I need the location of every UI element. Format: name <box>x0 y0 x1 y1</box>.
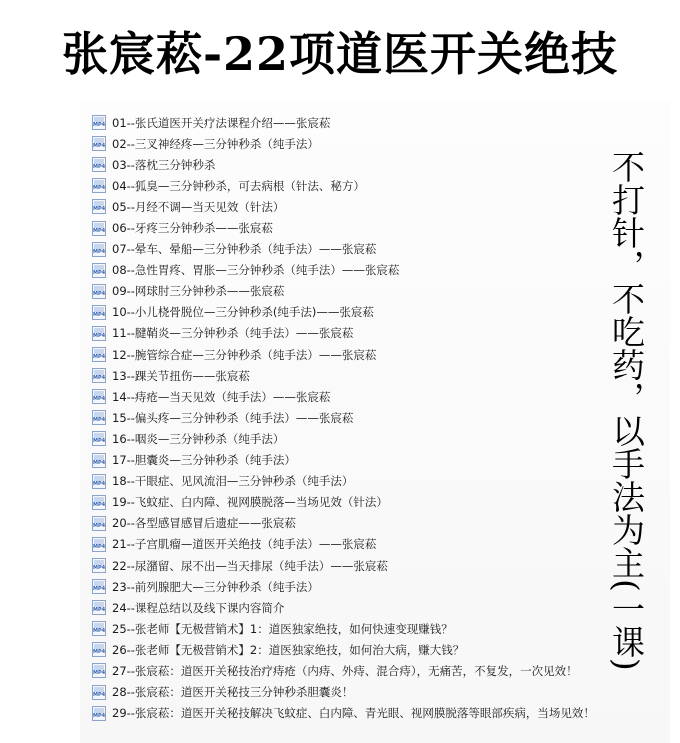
file-row[interactable] <box>92 133 652 154</box>
file-name: 15--偏头疼—三分钟秒杀（纯手法）——张宸菘 <box>112 410 354 425</box>
file-row[interactable] <box>92 302 652 323</box>
file-row[interactable] <box>92 239 652 260</box>
mp4-file-icon-label: MP4 <box>93 227 106 234</box>
mp4-file-icon-label: MP4 <box>93 607 106 614</box>
mp4-file-icon-label: MP4 <box>93 375 106 382</box>
mp4-file-icon-label: MP4 <box>93 670 106 677</box>
file-name: 19--飞蚊症、白内障、视网膜脱落—当场见效（针法） <box>112 495 388 510</box>
file-row[interactable] <box>92 260 652 281</box>
mp4-file-icon <box>92 537 106 552</box>
file-name: 20--各型感冒感冒后遗症——张宸菘 <box>112 516 296 531</box>
file-name: 03--落枕三分钟秒杀 <box>112 157 216 172</box>
file-row[interactable] <box>92 618 652 639</box>
file-name: 24--课程总结以及线下课内容简介 <box>112 600 285 615</box>
file-row[interactable] <box>92 344 652 365</box>
slogan-vertical: 不打针，不吃药，以手法为主(一课) <box>607 149 646 671</box>
file-name: 23--前列腺肥大—三分钟秒杀（纯手法） <box>112 579 319 594</box>
mp4-file-icon-label: MP4 <box>93 185 106 192</box>
mp4-file-icon <box>92 600 106 615</box>
file-name: 27--张宸菘：道医开关秘技治疗痔疮（内痔、外痔、混合痔），无痛苦，不复发，一次见效！ <box>112 663 578 678</box>
file-row[interactable] <box>92 703 652 724</box>
file-name: 07--晕车、晕船—三分钟秒杀（纯手法）——张宸菘 <box>112 242 377 257</box>
file-name: 01--张氏道医开关疗法课程介绍——张宸菘 <box>112 115 331 130</box>
mp4-file-icon <box>92 642 106 657</box>
file-row[interactable] <box>92 365 652 386</box>
mp4-file-icon-label: MP4 <box>93 143 106 150</box>
mp4-file-icon-label: MP4 <box>93 396 106 403</box>
file-name: 05--月经不调—当天见效（针法） <box>112 199 285 214</box>
mp4-file-icon-label: MP4 <box>93 206 106 213</box>
file-row[interactable] <box>92 217 652 238</box>
file-name: 04--狐臭—三分钟秒杀，可去病根（针法、秘方） <box>112 178 365 193</box>
file-list <box>92 112 652 724</box>
file-name: 06--牙疼三分钟秒杀——张宸菘 <box>112 221 273 236</box>
file-row[interactable] <box>92 175 652 196</box>
mp4-file-icon-label: MP4 <box>93 712 106 719</box>
mp4-file-icon-label: MP4 <box>93 522 106 529</box>
mp4-file-icon <box>92 347 106 362</box>
file-row[interactable] <box>92 555 652 576</box>
file-row[interactable] <box>92 471 652 492</box>
mp4-file-icon <box>92 516 106 531</box>
mp4-file-icon <box>92 263 106 278</box>
mp4-file-icon <box>92 663 106 678</box>
file-name: 17--胆囊炎—三分钟秒杀（纯手法） <box>112 453 296 468</box>
mp4-file-icon-label: MP4 <box>93 164 106 171</box>
file-name: 02--三叉神经疼—三分钟秒杀（纯手法） <box>112 136 319 151</box>
file-name: 11--腱鞘炎—三分钟秒杀（纯手法）——张宸菘 <box>112 326 354 341</box>
mp4-file-icon <box>92 579 106 594</box>
file-row[interactable] <box>92 534 652 555</box>
file-name: 12--腕管综合症—三分钟秒杀（纯手法）——张宸菘 <box>112 347 377 362</box>
mp4-file-icon <box>92 431 106 446</box>
mp4-file-icon-label: MP4 <box>93 417 106 424</box>
file-row[interactable] <box>92 428 652 449</box>
file-name: 26--张老师【无极营销术】2：道医独家绝技，如何治大病，赚大钱？ <box>112 642 465 657</box>
mp4-file-icon-label: MP4 <box>93 586 106 593</box>
mp4-file-icon <box>92 326 106 341</box>
mp4-file-icon <box>92 157 106 172</box>
mp4-file-icon-label: MP4 <box>93 628 106 635</box>
file-row[interactable] <box>92 323 652 344</box>
file-name: 16--咽炎—三分钟秒杀（纯手法） <box>112 431 285 446</box>
file-name: 10--小儿桡骨脱位—三分钟秒杀(纯手法)——张宸菘 <box>112 305 374 320</box>
mp4-file-icon-label: MP4 <box>93 438 106 445</box>
mp4-file-icon-label: MP4 <box>93 543 106 550</box>
file-row[interactable] <box>92 407 652 428</box>
mp4-file-icon-label: MP4 <box>93 122 106 129</box>
mp4-file-icon <box>92 284 106 299</box>
file-row[interactable] <box>92 386 652 407</box>
file-name: 29--张宸菘：道医开关秘技解决飞蚊症、白内障、青光眼、视网膜脱落等眼部疾病，当场见效！ <box>112 706 595 721</box>
mp4-file-icon <box>92 685 106 700</box>
mp4-file-icon-label: MP4 <box>93 332 106 339</box>
mp4-file-icon <box>92 305 106 320</box>
mp4-file-icon <box>92 495 106 510</box>
file-row[interactable] <box>92 513 652 534</box>
mp4-file-icon-label: MP4 <box>93 480 106 487</box>
file-row[interactable] <box>92 112 652 133</box>
file-name: 28--张宸菘：道医开关秘技三分钟秒杀胆囊炎！ <box>112 685 354 700</box>
mp4-file-icon-label: MP4 <box>93 248 106 255</box>
mp4-file-icon <box>92 410 106 425</box>
file-row[interactable] <box>92 639 652 660</box>
mp4-file-icon-label: MP4 <box>93 691 106 698</box>
mp4-file-icon-label: MP4 <box>93 311 106 318</box>
file-name: 09--网球肘三分钟秒杀——张宸菘 <box>112 284 285 299</box>
file-name: 08--急性胃疼、胃胀—三分钟秒杀（纯手法）——张宸菘 <box>112 263 400 278</box>
mp4-file-icon <box>92 474 106 489</box>
file-name: 22--尿潴留、尿不出—当天排尿（纯手法）——张宸菘 <box>112 558 388 573</box>
file-name: 25--张老师【无极营销术】1：道医独家绝技，如何快速变现赚钱？ <box>112 621 453 636</box>
mp4-file-icon <box>92 368 106 383</box>
mp4-file-icon-label: MP4 <box>93 269 106 276</box>
mp4-file-icon-label: MP4 <box>93 354 106 361</box>
mp4-file-icon <box>92 242 106 257</box>
mp4-file-icon-label: MP4 <box>93 649 106 656</box>
page-title: 张宸菘-22项道医开关绝技 <box>61 27 619 81</box>
file-name: 21--子宫肌瘤—道医开关绝技（纯手法）——张宸菘 <box>112 537 377 552</box>
file-row[interactable] <box>92 682 652 703</box>
mp4-file-icon <box>92 221 106 236</box>
file-row[interactable] <box>92 660 652 681</box>
mp4-file-icon <box>92 115 106 130</box>
file-name: 13--踝关节扭伤——张宸菘 <box>112 368 250 383</box>
mp4-file-icon <box>92 558 106 573</box>
file-row[interactable] <box>92 281 652 302</box>
mp4-file-icon-label: MP4 <box>93 501 106 508</box>
file-row[interactable] <box>92 492 652 513</box>
mp4-file-icon <box>92 453 106 468</box>
mp4-file-icon-label: MP4 <box>93 290 106 297</box>
file-row[interactable] <box>92 196 652 217</box>
file-row[interactable] <box>92 597 652 618</box>
mp4-file-icon-label: MP4 <box>93 459 106 466</box>
file-name: 14--痔疮—当天见效（纯手法）——张宸菘 <box>112 389 331 404</box>
mp4-file-icon <box>92 199 106 214</box>
mp4-file-icon <box>92 706 106 721</box>
file-row[interactable] <box>92 576 652 597</box>
file-row[interactable] <box>92 450 652 471</box>
mp4-file-icon <box>92 389 106 404</box>
file-name: 18--干眼症、见风流泪—三分钟秒杀（纯手法） <box>112 474 354 489</box>
mp4-file-icon-label: MP4 <box>93 565 106 572</box>
mp4-file-icon <box>92 136 106 151</box>
mp4-file-icon <box>92 178 106 193</box>
mp4-file-icon <box>92 621 106 636</box>
file-row[interactable] <box>92 154 652 175</box>
